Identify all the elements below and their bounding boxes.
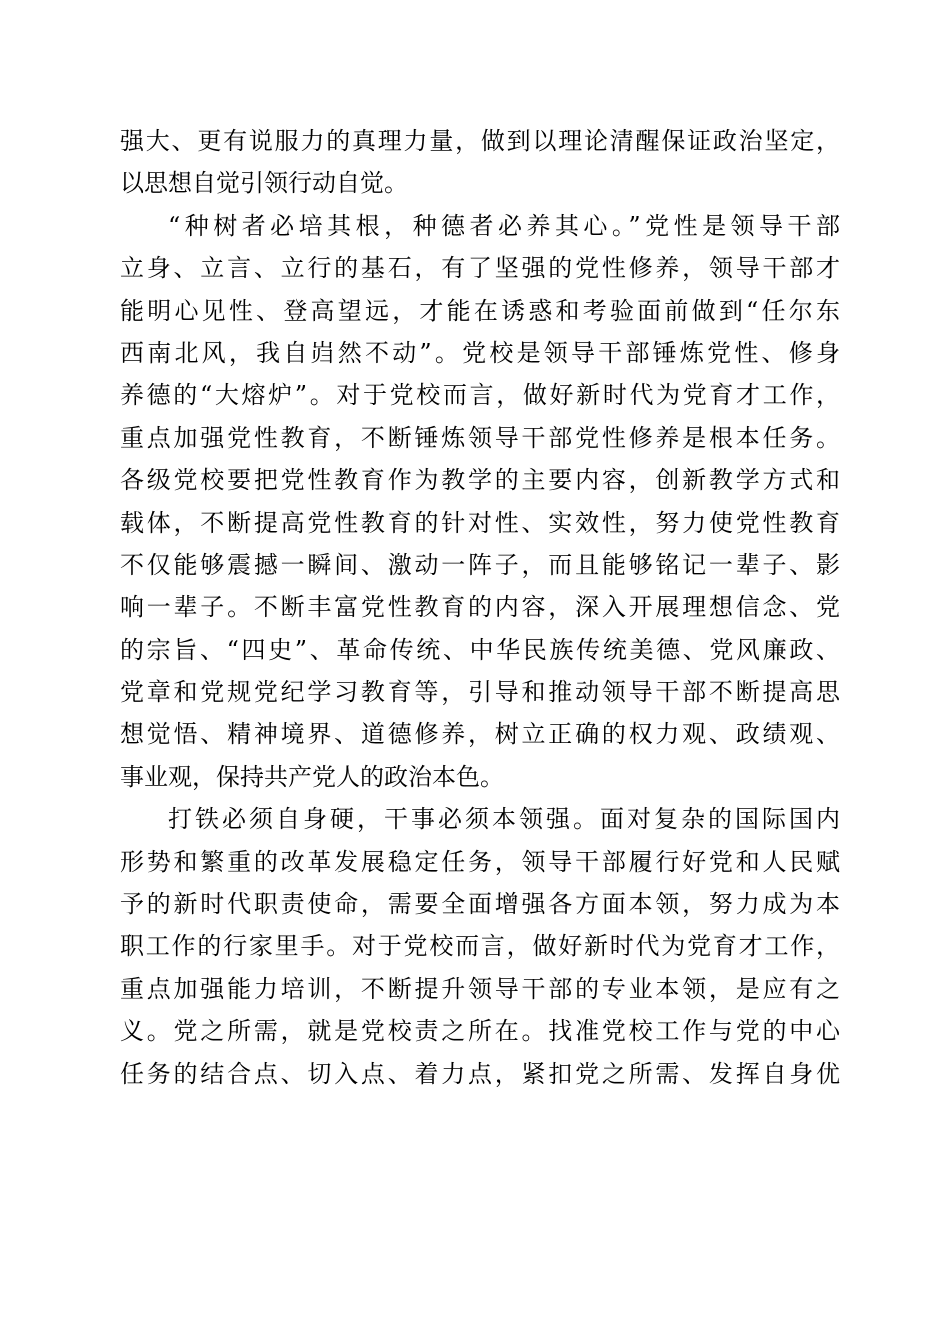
text-line: 强大、更有说服力的真理力量，做到以理论清醒保证政治坚定， — [120, 127, 840, 155]
text-line: 重点加强能力培训，不断提升领导干部的专业本领，是应有之 — [120, 974, 840, 1003]
paragraph-first-line: 打铁必须自身硬，干事必须本领强。面对复杂的国际国内 — [168, 805, 840, 834]
text-line: 职工作的行家里手。对于党校而言，做好新时代为党育才工作， — [120, 932, 840, 961]
document-page — [120, 120, 840, 1095]
text-line: 载体，不断提高党性教育的针对性、实效性，努力使党性教育 — [120, 508, 840, 537]
paragraph-first-line: “种树者必培其根，种德者必养其心。”党性是领导干部 — [168, 211, 840, 240]
text-line: 重点加强党性教育，不断锤炼领导干部党性修养是根本任务。 — [120, 423, 840, 452]
text-line: 任务的结合点、切入点、着力点，紧扣党之所需、发挥自身优 — [120, 1059, 840, 1088]
text-line: 养德的“大熔炉”。对于党校而言，做好新时代为党育才工作， — [120, 381, 840, 410]
text-line: 事业观，保持共产党人的政治本色。 — [120, 762, 504, 791]
text-line: 响一辈子。不断丰富党性教育的内容，深入开展理想信念、党 — [120, 593, 840, 622]
text-line: 义。党之所需，就是党校责之所在。找准党校工作与党的中心 — [120, 1017, 840, 1046]
text-line: 予的新时代职责使命，需要全面增强各方面本领，努力成为本 — [120, 890, 840, 919]
text-line: 能明心见性、登高望远，才能在诱惑和考验面前做到“任尔东 — [120, 296, 840, 325]
text-line: 想觉悟、精神境界、道德修养，树立正确的权力观、政绩观、 — [120, 720, 840, 749]
text-line: 立身、立言、立行的基石，有了坚强的党性修养，领导干部才 — [120, 254, 840, 283]
text-line: 各级党校要把党性教育作为教学的主要内容，创新教学方式和 — [120, 466, 840, 495]
text-line: 以思想自觉引领行动自觉。 — [120, 169, 408, 198]
text-line: 不仅能够震撼一瞬间、激动一阵子，而且能够铭记一辈子、影 — [120, 550, 840, 579]
text-line: 形势和繁重的改革发展稳定任务，领导干部履行好党和人民赋 — [120, 847, 840, 876]
text-line: 党章和党规党纪学习教育等，引导和推动领导干部不断提高思 — [120, 678, 840, 707]
text-line: 的宗旨、“四史”、革命传统、中华民族传统美德、党风廉政、 — [120, 635, 840, 664]
text-line: 西南北风，我自岿然不动”。党校是领导干部锤炼党性、修身 — [120, 338, 840, 367]
